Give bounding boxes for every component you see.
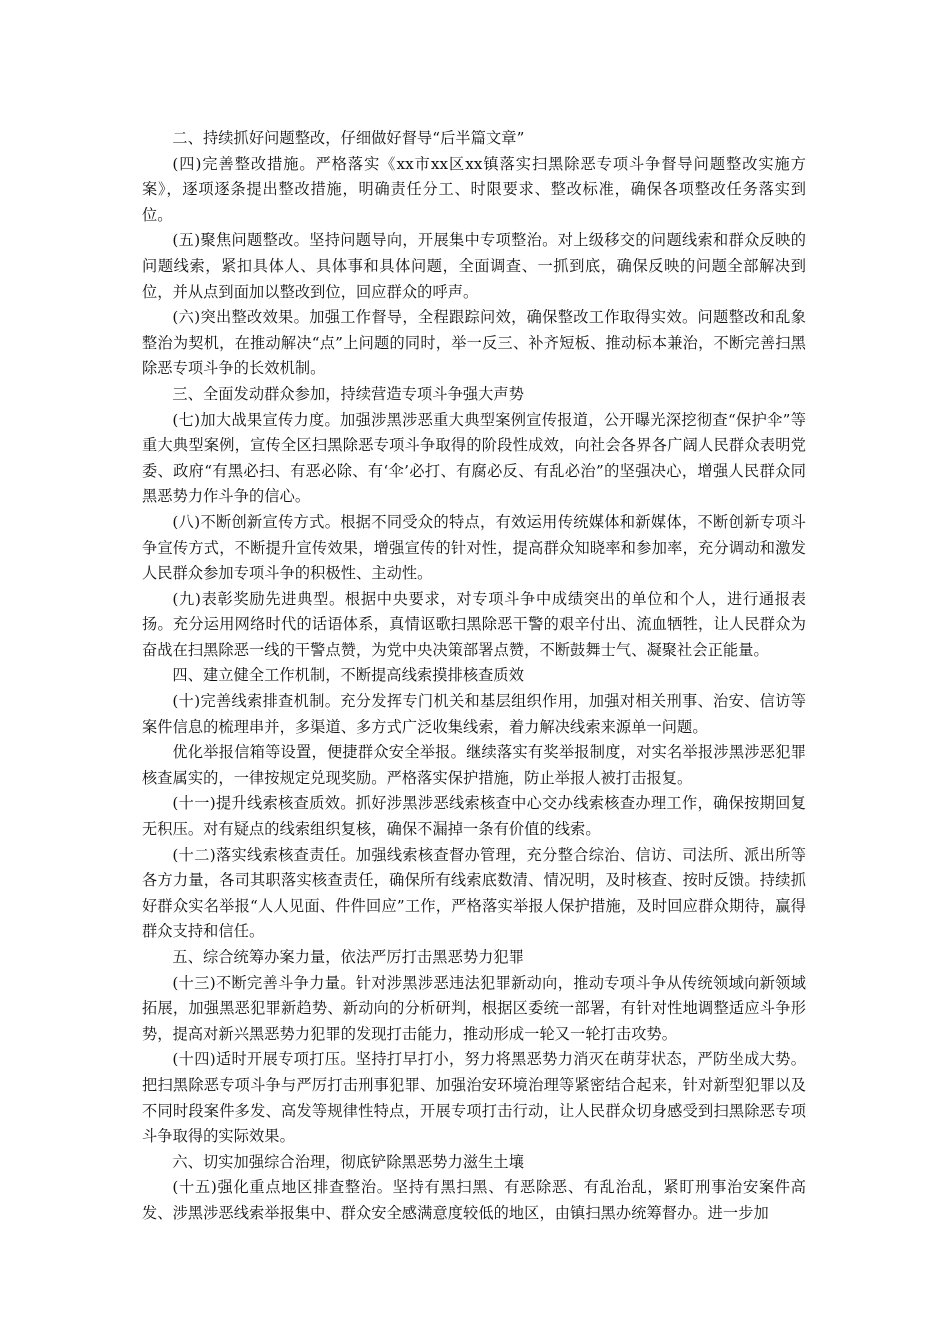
paragraph-item-12: (十二)落实线索核查责任。加强线索核查督办管理，充分整合综治、信访、司法所、派出所等各方力量，各司其职落实核查责任，确保所有线索底数清、情况明，及时核查、按时反馈。持续抓好群众实名举报“人人见面、件件回应”工作，严格落实举报人保护措施，及时回应群众期待，赢得群众支持和信任。	[142, 845, 806, 941]
paragraph-item-5: (五)聚焦问题整改。坚持问题导向，开展集中专项整治。对上级移交的问题线索和群众反映的问题线索，紧扣具体人、具体事和具体问题，全面调查、一抓到底，确保反映的问题全部解决到位，并从点到面加以整改到位，回应群众的呼声。	[142, 231, 806, 301]
paragraph-item-10: (十)完善线索排查机制。充分发挥专门机关和基层组织作用，加强对相关刑事、治安、信访等案件信息的梳理串并，多渠道、多方式广泛收集线索，着力解决线索来源单一问题。	[142, 692, 806, 736]
paragraph-item-4: (四)完善整改措施。严格落实《xx市xx区xx镇落实扫黑除恶专项斗争督导问题整改实施方案》，逐项逐条提出整改措施，明确责任分工、时限要求、整改标准，确保各项整改任务落实到位。	[142, 154, 806, 224]
paragraph-item-6: (六)突出整改效果。加强工作督导，全程跟踪问效，确保整改工作取得实效。问题整改和乱象整治为契机，在推动解决“点”上问题的同时，举一反三、补齐短板、推动标本兼治，不断完善扫黑除恶专项斗争的长效机制。	[142, 308, 806, 378]
document-body	[142, 126, 806, 1227]
section-heading-4: 四、建立健全工作机制，不断提高线索摸排核查质效	[172, 666, 525, 685]
paragraph-item-14: (十四)适时开展专项打压。坚持打早打小，努力将黑恶势力消灭在萌芽状态，严防坐成大势。把扫黑除恶专项斗争与严厉打击刑事犯罪、加强治安环境治理等紧密结合起来，针对新型犯罪以及不同时段案件多发、高发等规律性特点，开展专项打击行动，让人民群众切身感受到扫黑除恶专项斗争取得的实际效果。	[142, 1050, 806, 1146]
section-heading-6: 六、切实加强综合治理，彻底铲除黑恶势力滋生土壤	[172, 1152, 525, 1171]
section-heading-5: 五、综合统筹办案力量，依法严厉打击黑恶势力犯罪	[172, 948, 525, 966]
paragraph-report-mailbox: 优化举报信箱等设置，便捷群众安全举报。继续落实有奖举报制度，对实名举报涉黑涉恶犯罪核查属实的，一律按规定兑现奖励。严格落实保护措施，防止举报人被打击报复。	[142, 743, 806, 787]
paragraph-item-9: (九)表彰奖励先进典型。根据中央要求，对专项斗争中成绩突出的单位和个人，进行通报表扬。充分运用网络时代的话语体系，真情讴歌扫黑除恶干警的艰辛付出、流血牺牲，让人民群众为奋战在扫黑除恶一线的干警点赞，为党中央决策部署点赞，不断鼓舞士气、凝聚社会正能量。	[142, 589, 806, 659]
paragraph-item-11: (十一)提升线索核查质效。抓好涉黑涉恶线索核查中心交办线索核查办理工作，确保按期回复无积压。对有疑点的线索组织复核，确保不漏掉一条有价值的线索。	[142, 794, 806, 839]
paragraph-item-7: (七)加大战果宣传力度。加强涉黑涉恶重大典型案例宣传报道，公开曝光深挖彻查“保护伞”等重大典型案例，宣传全区扫黑除恶专项斗争取得的阶段性成效，向社会各界各广阔人民群众表明党委、政府“有黑必扫、有恶必除、有‘伞’必打、有腐必反、有乱必治”的坚强决心，增强人民群众同黑恶势力作斗争的信心。	[142, 410, 806, 506]
paragraph-item-15: (十五)强化重点地区排查整治。坚持有黑扫黑、有恶除恶、有乱治乱，紧盯刑事治安案件高发、涉黑涉恶线索举报集中、群众安全感满意度较低的地区，由镇扫黑办统筹督办。进一步加	[142, 1178, 806, 1222]
paragraph-item-8: (八)不断创新宣传方式。根据不同受众的特点，有效运用传统媒体和新媒体，不断创新专项斗争宣传方式，不断提升宣传效果，增强宣传的针对性，提高群众知晓率和参加率，充分调动和激发人民群众参加专项斗争的积极性、主动性。	[142, 512, 806, 583]
section-heading-3: 三、全面发动群众参加，持续营造专项斗争强大声势	[172, 384, 525, 403]
section-heading-2: 二、持续抓好问题整改，仔细做好督导“后半篇文章”	[172, 129, 525, 147]
paragraph-item-13: (十三)不断完善斗争力量。针对涉黑涉恶违法犯罪新动向，推动专项斗争从传统领域向新领域拓展，加强黑恶犯罪新趋势、新动向的分析研判，根据区委统一部署，有针对性地调整适应斗争形势，提高对新兴黑恶势力犯罪的发现打击能力，推动形成一轮又一轮打击攻势。	[142, 973, 806, 1043]
